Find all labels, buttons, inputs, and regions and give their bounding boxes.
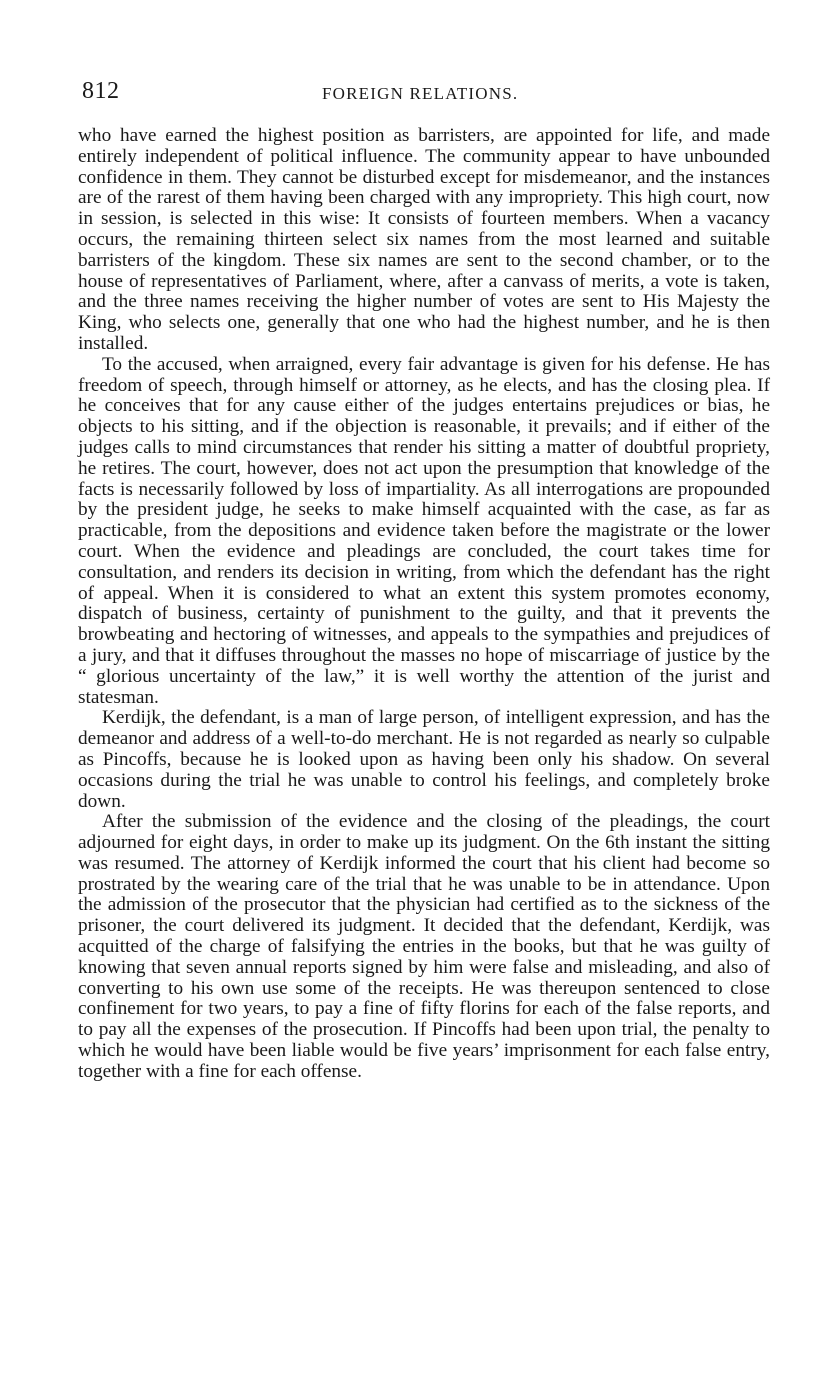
running-head: FOREIGN RELATIONS. — [322, 84, 519, 103]
paragraph-continued: who have earned the highest position as barristers, are appointed for life, and made entirely independent of political influence. The community appear to have unbounded confidence in them. They cannot be disturbed except for misdemeanor, and the instances are of the rarest of them having been charged with any impropriety. This high court, now in session, is selected in this wise: It consists of fourteen members. When a vacancy occurs, the remaining thirteen select six names from the most learned and suitable barristers of the kingdom. These six names are sent to the second chamber, or to the house of representatives of Parliament, where, after a canvass of merits, a vote is taken, and the three names receiving the higher number of votes are sent to His Majesty the King, who selects one, generally that one who had the highest number, and he is then installed. — [78, 125, 770, 354]
page-number: 812 — [82, 78, 120, 104]
paragraph-judgment: After the submission of the evidence and the closing of the pleadings, the court adjourned for eight days, in order to make up its judgment. On the 6th instant the sitting was resumed. The attorney of Kerdijk informed the court that his client had become so prostrated by the wearing care of the trial that he was unable to be in attendance. Upon the admission of the prosecutor that the physician had certified as to the sickness of the prisoner, the court delivered its judgment. It decided that the defendant, Kerdijk, was acquitted of the charge of falsifying the entries in the books, but that he was guilty of knowing that seven annual reports signed by him were false and misleading, and also of converting to his own use some of the receipts. He was thereupon sentenced to close confinement for two years, to pay a fine of fifty florins for each of the false reports, and to pay all the expenses of the prosecution. If Pincoffs had been upon trial, the penalty to which he would have been liable would be five years’ imprisonment for each false entry, together with a fine for each offense. — [78, 811, 770, 1082]
paragraph-accused-defense: To the accused, when arraigned, every fair advantage is given for his defense. He has freedom of speech, through himself or attorney, as he elects, and has the closing plea. If he conceives that for any cause either of the judges entertains prejudices or bias, he objects to his sitting, and if the objection is reasonable, it prevails; and if either of the judges calls to mind circumstances that render his sitting a matter of doubtful propriety, he retires. The court, however, does not act upon the presumption that knowledge of the facts is necessarily followed by loss of impartiality. As all interrogations are propounded by the president judge, he seeks to make himself acquainted with the case, as far as practicable, from the depositions and evidence taken before the magistrate or the lower court. When the evidence and pleadings are concluded, the court takes time for consultation, and renders its decision in writing, from which the defendant has the right of appeal. When it is considered to what an extent this system promotes economy, dispatch of business, certainty of punishment to the guilty, and that it prevents the browbeating and hectoring of witnesses, and appeals to the sympathies and prejudices of a jury, and that it diffuses throughout the masses no hope of miscarriage of justice by the “ glorious uncertainty of the law,” it is well worthy the attention of the jurist and statesman. — [78, 353, 770, 708]
paragraph-kerdijk-description: Kerdijk, the defendant, is a man of large person, of intelligent expression, and has the demeanor and address of a well-to-do merchant. He is not regarded as nearly so culpable as Pincoffs, because he is looked upon as having been only his shadow. On several occasions during the trial he was unable to control his feelings, and completely broke down. — [78, 707, 770, 812]
page-header — [82, 78, 772, 108]
body-text — [78, 126, 770, 1083]
